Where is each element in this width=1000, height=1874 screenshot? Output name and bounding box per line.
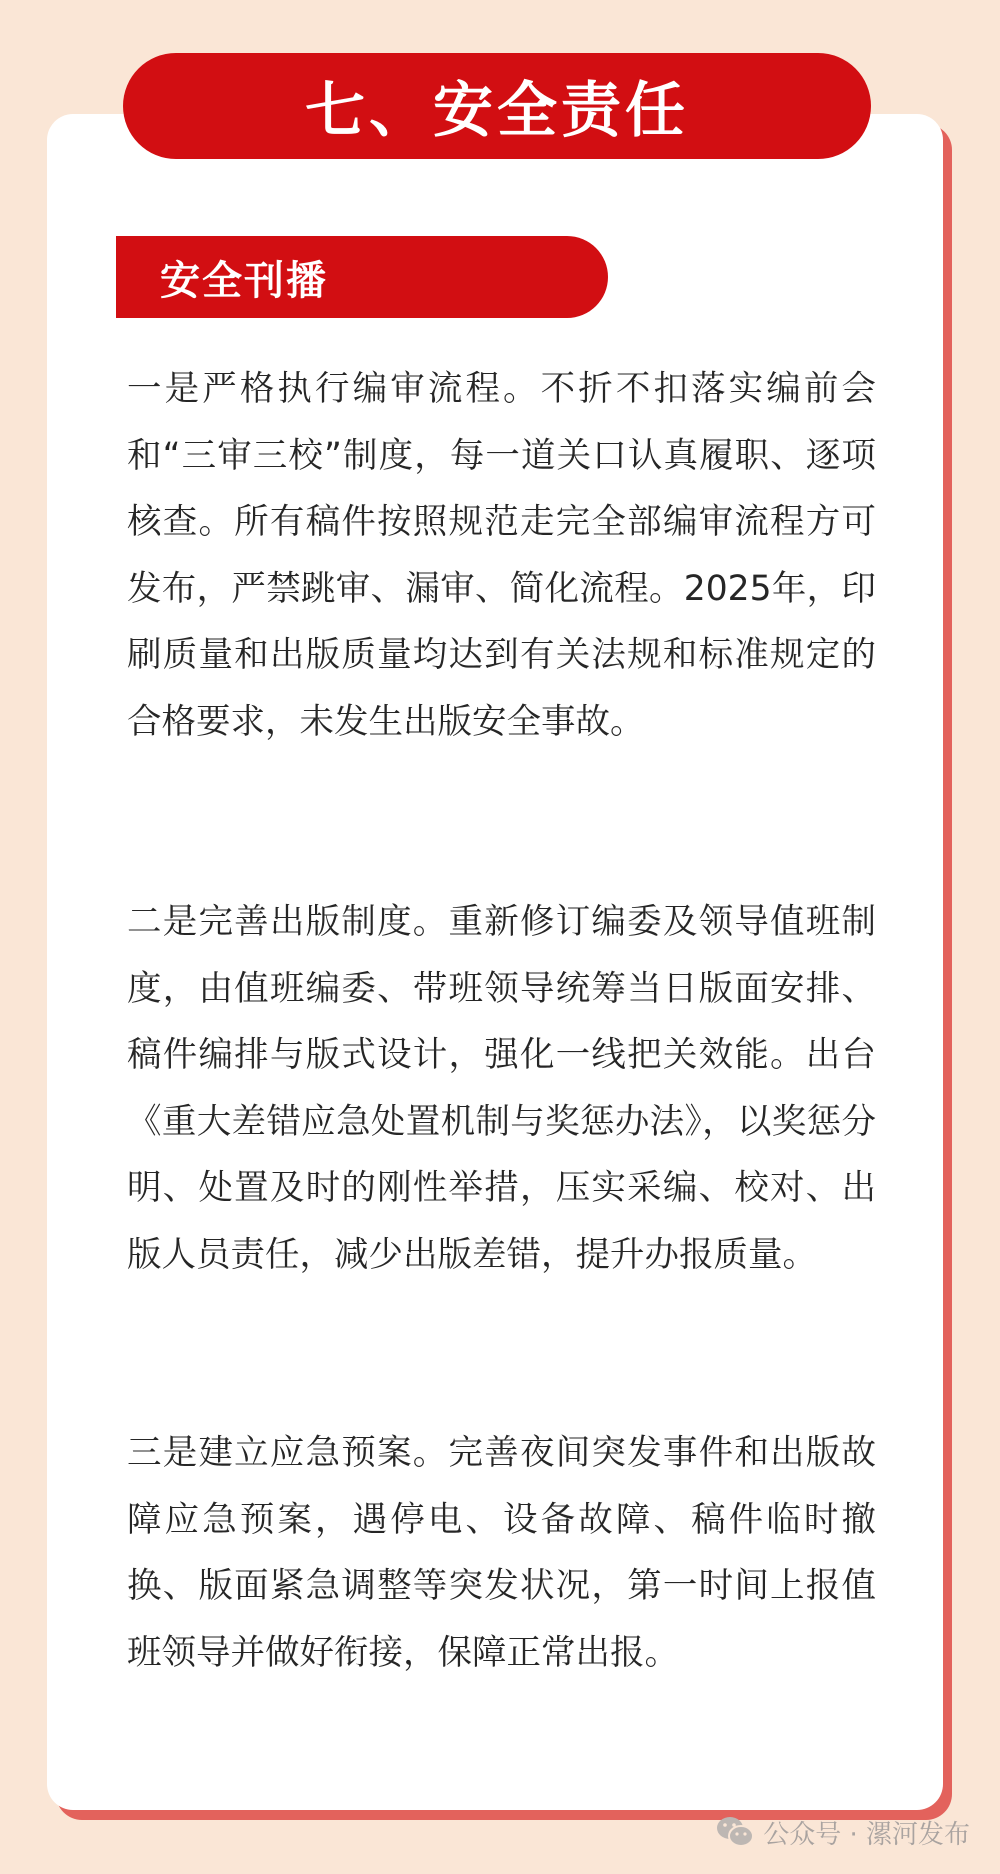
paragraph-3: 三是建立应急预案。完善夜间突发事件和出版故障应急预案，遇停电、设备故障、稿件临时撤换、版面紧急调整等突发状况，第一时间上报值班领导并做好衔接，保障正常出报。: [127, 1433, 876, 1673]
wechat-icon: [715, 1815, 755, 1849]
footer-source: [715, 1812, 970, 1852]
footer-text: 公众号 · 漯河发布: [763, 1819, 970, 1850]
section-title: 安全刊播: [116, 236, 608, 318]
page-title: 七、安全责任: [123, 53, 871, 159]
paragraph-2: 二是完善出版制度。重新修订编委及领导值班制度，由值班编委、带班领导统筹当日版面安排、稿件编排与版式设计，强化一线把关效能。出台《重大差错应急处置机制与奖惩办法》，以奖惩分明、处置及时的刚性举措，压实采编、校对、出版人员责任，减少出版差错，提升办报质量。: [127, 902, 876, 1275]
paragraph-1: 一是严格执行编审流程。不折不扣落实编前会和“三审三校”制度，每一道关口认真履职、逐项核查。所有稿件按照规范走完全部编审流程方可发布，严禁跳审、漏审、简化流程。2025年，印刷质量和出版质量均达到有关法规和标准规定的合格要求，未发生出版安全事故。: [127, 369, 876, 742]
